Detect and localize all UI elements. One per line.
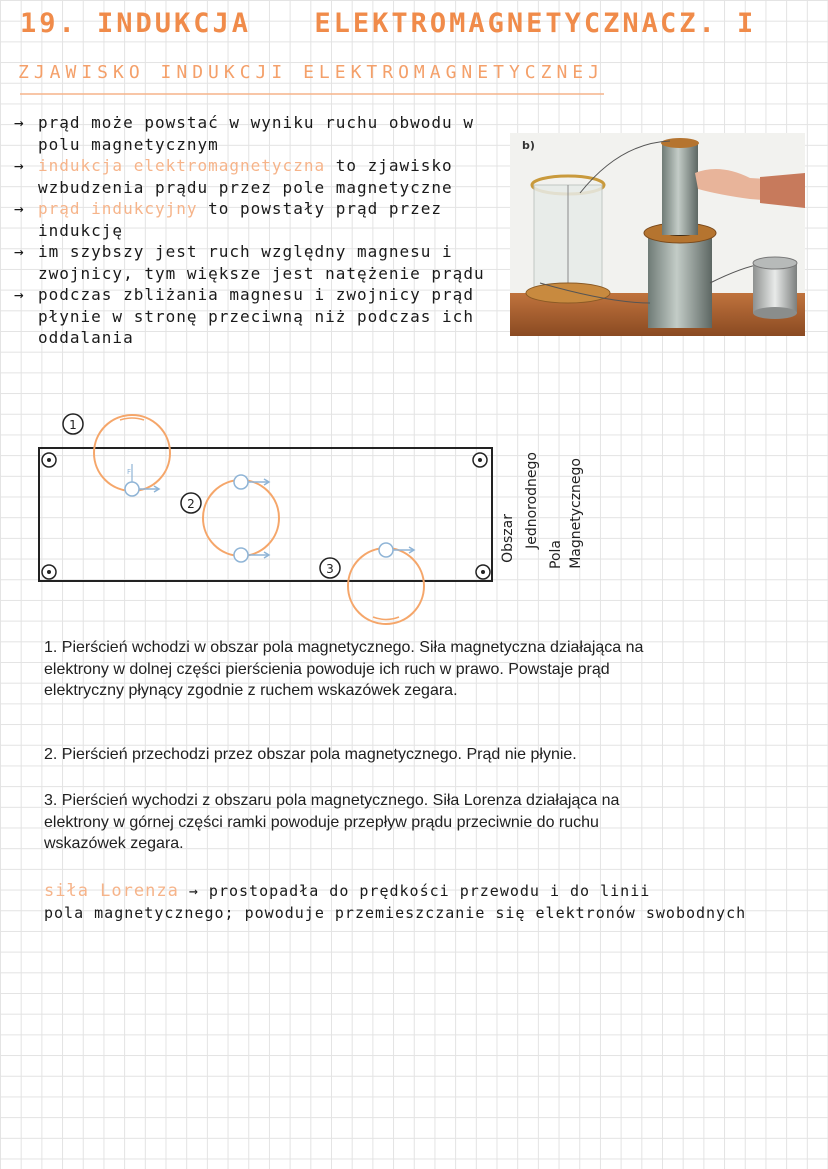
note-text: prąd może powstać w wyniku ruchu obwodu w polu magnetycznym [38, 113, 474, 154]
faraday-apparatus-image [510, 133, 805, 336]
field-region [39, 448, 492, 581]
marker-2 [181, 493, 201, 513]
ring-position-3 [348, 543, 424, 624]
note-text: to zjawisko wzbudzenia prądu przez pole magnetyczne [38, 156, 453, 197]
note-text: podczas zbliżania magnesu i zwojnicy prąd płynie w stronę przeciwną niż podczas ich oddalania [38, 285, 474, 347]
note-item [14, 112, 504, 155]
ring-position-1 [94, 415, 170, 496]
explanation-paragraph-2: 2. Pierścień przechodzi przez obszar pola magnetycznego. Prąd nie płynie. [44, 746, 577, 763]
side-label-magnetycznego: Magnetycznego [568, 458, 584, 569]
field-out-symbol [476, 565, 490, 579]
marker-1 [63, 414, 83, 434]
note-item [14, 284, 504, 349]
page-title [20, 8, 757, 39]
magnetic-field-diagram [28, 402, 508, 632]
side-label-pola: Pola [548, 540, 564, 569]
svg-text:3: 3 [326, 562, 334, 576]
note-text: im szybszy jest ruch względny magnesu i zwojnicy, tym większe jest natężenie prądu [38, 242, 485, 283]
lorentz-term: siła Lorenza [44, 881, 179, 901]
arrow-icon: → [14, 285, 25, 304]
ring-position-2 [203, 475, 279, 562]
notes-list [14, 112, 504, 349]
subtitle: ZJAWISKO INDUKCJI ELEKTROMAGNETYCZNEJ [18, 62, 604, 83]
svg-text:1: 1 [69, 418, 77, 432]
field-out-symbol [473, 453, 487, 467]
title-part-3: CZ. I [660, 8, 757, 39]
side-label-jednorodnego: Jednorodnego [524, 452, 540, 549]
note-highlight: indukcja elektromagnetyczna [38, 156, 326, 175]
note-item [14, 155, 504, 198]
explanation-paragraph-3: 3. Pierścień wychodzi z obszaru pola magnetycznego. Siła Lorenza działająca na elektrony w górnej części ramki powoduje przepływ prądu przeciwnie do ruchu wskazówek zegara. [44, 792, 620, 852]
title-part-1: 19. INDUKCJA [20, 8, 252, 39]
lorentz-note [44, 880, 824, 924]
subtitle-underline [0, 90, 610, 98]
force-label: F [127, 468, 132, 476]
arrow-icon: → [14, 113, 25, 132]
arrow-icon: → [14, 156, 25, 175]
arrow-icon: → [188, 882, 199, 900]
lorentz-line-2: pola magnetycznego; powoduje przemieszczanie się elektronów swobodnych [44, 904, 747, 922]
title-part-2: ELEKTROMAGNETYCZNA [314, 8, 661, 39]
arrow-icon: → [14, 199, 25, 218]
note-item [14, 241, 504, 284]
explanation-paragraph-1: 1. Pierścień wchodzi w obszar pola magnetycznego. Siła magnetyczna działająca na elektrony w dolnej części pierścienia powoduje ich ruch w prawo. Powstaje prąd elektryczny płynący zgodnie z ruchem wskazówek zegara. [44, 639, 644, 699]
note-text: to powstały prąd przez indukcję [38, 199, 443, 240]
arrow-icon: → [14, 242, 25, 261]
svg-text:2: 2 [187, 497, 195, 511]
figure-label: b) [522, 139, 535, 152]
field-out-symbol [42, 565, 56, 579]
apparatus-illustration [510, 133, 805, 336]
lorentz-line-1: prostopadła do prędkości przewodu i do linii [208, 882, 651, 900]
marker-3 [320, 558, 340, 578]
field-out-symbol [42, 453, 56, 467]
note-highlight: prąd indukcyjny [38, 199, 198, 218]
note-item [14, 198, 504, 241]
side-label-obszar: Obszar [500, 514, 516, 563]
